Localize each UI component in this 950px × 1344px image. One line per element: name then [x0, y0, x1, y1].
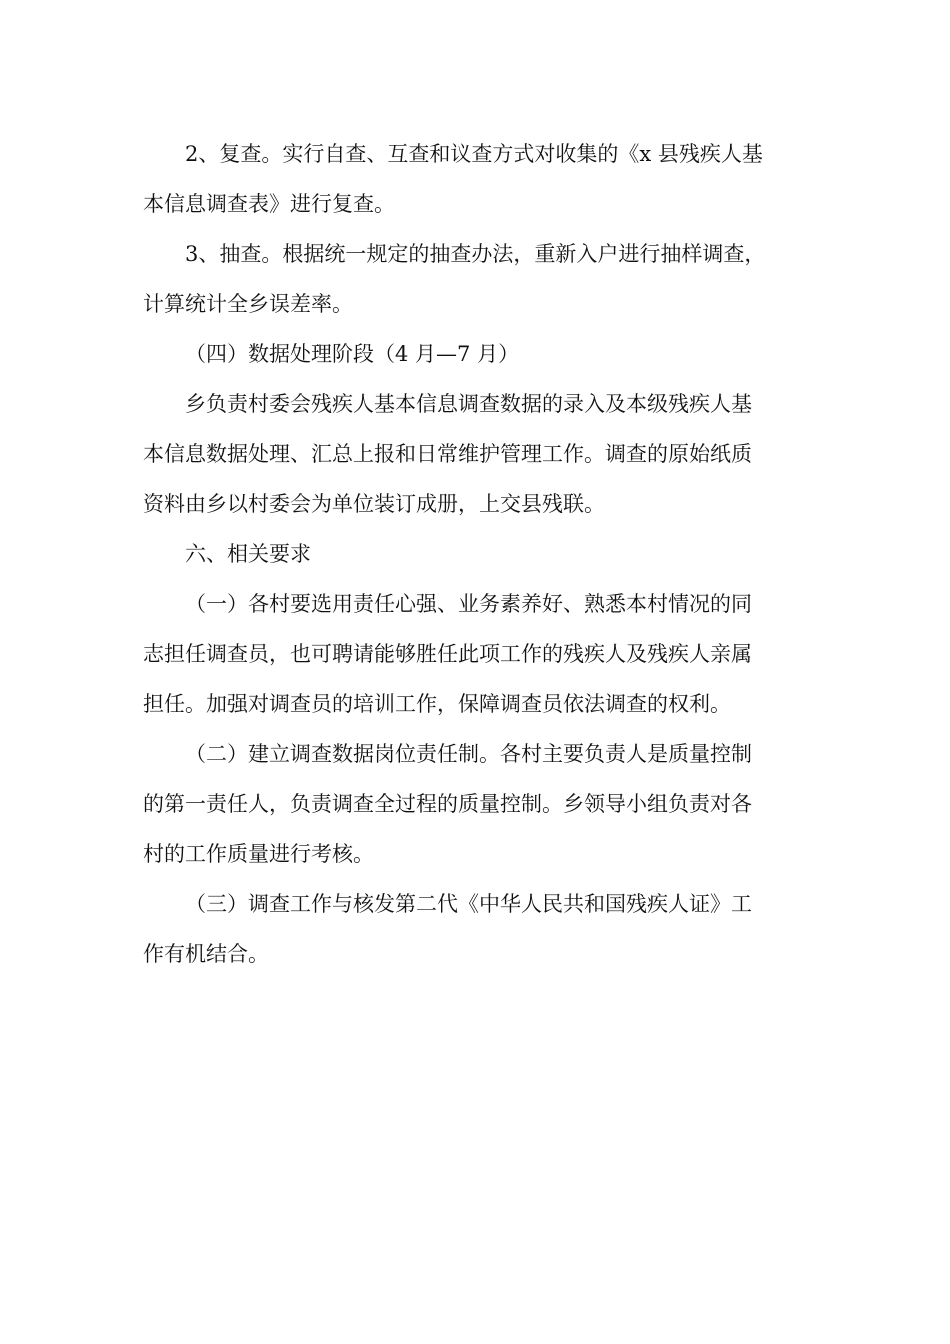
paragraph-spot-check — [143, 229, 808, 329]
text-line: （二）建立调查数据岗位责任制。各村主要负责人是质量控制 — [185, 742, 752, 766]
text-line: 六、相关要求 — [185, 542, 311, 566]
text-line: 村的工作质量进行考核。 — [143, 842, 374, 866]
section-heading-requirements — [143, 529, 808, 579]
text-line: 计算统计全乡误差率。 — [143, 292, 353, 316]
text-line: 作有机结合。 — [143, 942, 269, 966]
text-line: 资料由乡以村委会为单位装订成册，上交县残联。 — [143, 492, 605, 516]
paragraph-recheck — [143, 129, 808, 229]
text-line: 担任。加强对调查员的培训工作，保障调查员依法调查的权利。 — [143, 692, 731, 716]
document-body — [143, 129, 808, 979]
text-line: 3、抽查。根据统一规定的抽查办法，重新入户进行抽样调查， — [185, 242, 766, 266]
text-line: 志担任调查员，也可聘请能够胜任此项工作的残疾人及残疾人亲属 — [143, 642, 752, 666]
text-line: （一）各村要选用责任心强、业务素养好、熟悉本村情况的同 — [185, 592, 752, 616]
paragraph-requirement-3 — [143, 879, 808, 979]
text-line: （三）调查工作与核发第二代《中华人民共和国残疾人证》工 — [185, 892, 752, 916]
text-line: 本信息数据处理、汇总上报和日常维护管理工作。调查的原始纸质 — [143, 442, 752, 466]
text-line: 2、复查。实行自查、互查和议查方式对收集的《x 县残疾人基 — [185, 142, 763, 166]
text-line: 本信息调查表》进行复查。 — [143, 192, 395, 216]
paragraph-requirement-1 — [143, 579, 808, 729]
text-line: （四）数据处理阶段（4 月—7 月） — [185, 342, 520, 366]
text-line: 的第一责任人，负责调查全过程的质量控制。乡领导小组负责对各 — [143, 792, 752, 816]
text-line: 乡负责村委会残疾人基本信息调查数据的录入及本级残疾人基 — [185, 392, 752, 416]
section-heading-data-processing — [143, 329, 808, 379]
paragraph-data-processing — [143, 379, 808, 529]
paragraph-requirement-2 — [143, 729, 808, 879]
